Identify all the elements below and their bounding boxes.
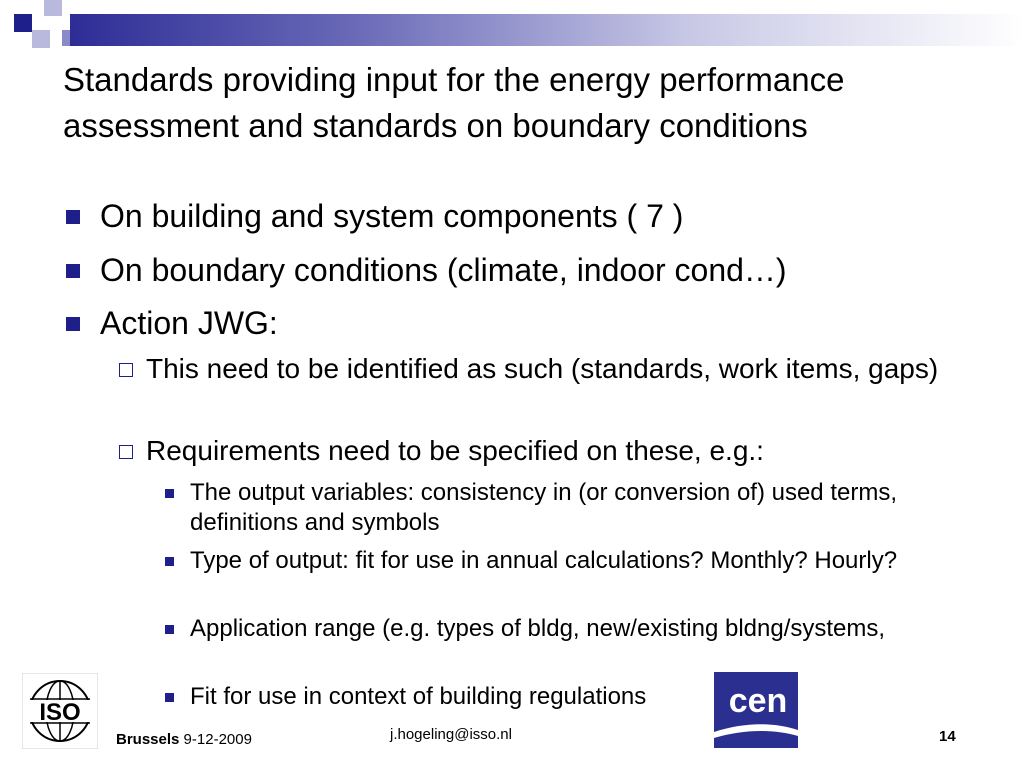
bullet-text: Application range (e.g. types of bldg, new/existing bldng/systems, [190, 615, 886, 642]
bullet-text: Requirements need to be specified on these, e.g.: [146, 435, 764, 466]
footer-email: j.hogeling@isso.nl [390, 726, 512, 743]
square-bullet-icon [66, 264, 80, 278]
cen-logo-text: cen [728, 682, 788, 720]
hollow-square-bullet-icon [119, 445, 133, 459]
bullet-text: This need to be identified as such (standards, work items, gaps) [146, 353, 939, 384]
square-bullet-icon [66, 317, 80, 331]
small-square-bullet-icon [165, 557, 174, 566]
slide-title: Standards providing input for the energy performance assessment and standards on boundary conditions [63, 61, 845, 144]
small-square-bullet-icon [165, 693, 174, 702]
bullet-level1 [100, 197, 1000, 235]
small-square-bullet-icon [165, 489, 174, 498]
hollow-square-bullet-icon [119, 363, 133, 377]
page-number: 14 [939, 728, 956, 745]
bullet-text: Fit for use in context of building regulations [190, 683, 647, 710]
header-square-dark [14, 14, 32, 32]
bullet-text: Type of output: fit for use in annual calculations? Monthly? Hourly? [190, 547, 898, 574]
bullet-text: The output variables: consistency in (or conversion of) used terms, definitions and symbols [190, 479, 897, 536]
footer-place-date [116, 731, 252, 748]
header-square-medium [62, 30, 70, 46]
bullet-level2 [146, 352, 946, 386]
header-gradient-bar [70, 14, 1024, 46]
iso-logo-text: ISO [39, 699, 81, 726]
bullet-text: Action JWG: [100, 305, 278, 341]
bullet-text: On boundary conditions (climate, indoor cond…) [100, 252, 787, 288]
bullet-level3 [190, 614, 960, 644]
header-square-light [32, 30, 50, 48]
bullet-level3 [190, 682, 960, 712]
bullet-level1 [100, 251, 1000, 289]
bullet-level2 [146, 434, 946, 468]
small-square-bullet-icon [165, 625, 174, 634]
square-bullet-icon [66, 210, 80, 224]
bullet-level3 [190, 478, 960, 538]
cen-logo-icon [714, 672, 798, 748]
bullet-level3 [190, 546, 960, 576]
header-square-light [44, 0, 62, 16]
iso-logo-icon [22, 673, 98, 749]
footer-date: 9-12-2009 [183, 731, 252, 748]
footer-place: Brussels [116, 731, 180, 748]
bullet-text: On building and system components ( 7 ) [100, 198, 684, 234]
bullet-level1 [100, 304, 1000, 342]
